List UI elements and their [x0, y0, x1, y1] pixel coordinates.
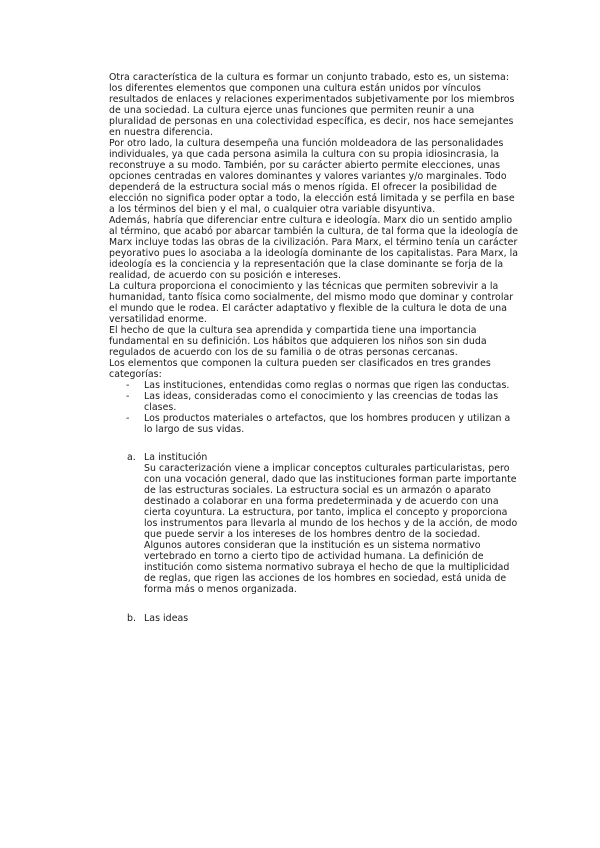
- paragraph-ideologia: Además, habría que diferenciar entre cultura e ideología. Marx dio un sentido amplio al término, que acabó por abarcar también la cultura, de tal forma que la ideología de Marx incluye todas las obras de la civilización. Para Marx, el término tenía un carácter peyorativo pues lo asociaba a la ideología dominante de los capitalistas. Para Marx, la ideología es la conciencia y la representación que la clase dominante se forja de la realidad, de acuerdo con su posición e intereses.: [109, 215, 519, 281]
- list-dash: -: [126, 391, 130, 402]
- list-item: [126, 380, 521, 391]
- list-dash: -: [126, 380, 130, 391]
- section-title: Las ideas: [144, 613, 189, 624]
- section-letter: a.: [127, 452, 136, 463]
- section-ideas: [109, 613, 521, 624]
- document-body: [109, 72, 521, 624]
- section-text: Su caracterización viene a implicar conceptos culturales particularistas, pero con una vocación general, dado que las instituciones forman parte importante de las estructuras sociales. La estructura social es un armazón o aparato destinado a colaborar en una forma predeterminada y de acuerdo con una cierta coyuntura. La estructura, por tanto, implica el concepto y proporciona los instrumentos para llevarla al mundo de los hechos y de la acción, de modo que puede servir a los intereses de los hombres dentro de la sociedad. Algunos autores consideran que la institución es un sistema normativo vertebrado en torno a cierto tipo de actividad humana. La definición de institución como sistema normativo subraya el hecho de que la multiplicidad de reglas, que rigen las acciones de los hombres en sociedad, está unida de forma más o menos organizada.: [144, 463, 518, 595]
- paragraph-aprendida: El hecho de que la cultura sea aprendida y compartida tiene una importancia fundamental en su definición. Los hábitos que adquieren los niños son sin duda regulados de acuerdo con los de su familia o de otras personas cercanas.: [109, 325, 487, 358]
- section-institucion: [109, 452, 521, 595]
- paragraph-conocimiento: La cultura proporciona el conocimiento y las técnicas que permiten sobrevivir a la humanidad, tanto física como socialmente, del mismo modo que dominar y controlar el mundo que le rodea. El carácter adaptativo y flexible de la cultura le dota de una versatilidad enorme.: [109, 281, 514, 325]
- list-item-text: Los productos materiales o artefactos, que los hombres producen y utilizan a lo largo de sus vidas.: [144, 413, 511, 435]
- list-dash: -: [126, 413, 130, 424]
- categories-list: [109, 380, 521, 435]
- list-item: [126, 413, 521, 435]
- section-letter: b.: [127, 613, 137, 624]
- list-item-text: Las instituciones, entendidas como reglas o normas que rigen las conductas.: [144, 380, 510, 391]
- paragraph-personalidades: Por otro lado, la cultura desempeña una función moldeadora de las personalidades individuales, ya que cada persona asimila la cultura con su propia idiosincrasia, la reconstruye a su modo. También, por su carácter abierto permite elecciones, unas opciones centradas en valores dominantes y valores variantes y/o marginales. Todo dependerá de la estructura social más o menos rígida. El ofrecer la posibilidad de elección no significa poder optar a todo, la elección está limitada y se perfila en base a los términos del bien y el mal, o cualquier otra variable disyuntiva.: [109, 138, 515, 215]
- list-item: [126, 391, 521, 413]
- paragraph-sistema: Otra característica de la cultura es formar un conjunto trabado, esto es, un sistema: los diferentes elementos que componen una cultura están unidos por vínculos resultados de enlaces y relaciones experimentados subjetivamente por los miembros de una sociedad. La cultura ejerce unas funciones que permiten reunir a una pluralidad de personas en una colectividad específica, es decir, nos hace semejantes en nuestra diferencia.: [109, 72, 515, 138]
- paragraph-categorias-intro: Los elementos que componen la cultura pueden ser clasificados en tres grandes categorías:: [109, 358, 491, 380]
- list-item-text: Las ideas, consideradas como el conocimiento y las creencias de todas las clases.: [144, 391, 499, 413]
- section-title: La institución: [144, 452, 208, 463]
